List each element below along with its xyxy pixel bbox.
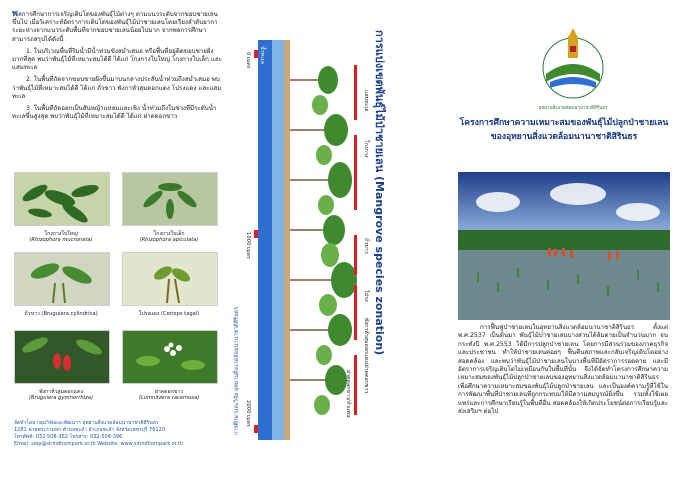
scale-markers (254, 50, 258, 433)
photo-bruguiera-gymnorrhiza (14, 330, 108, 401)
left-panel (0, 0, 230, 478)
contact-block (14, 420, 224, 448)
photo-caption-sci: (Rhizophora mucronata) (29, 237, 93, 244)
body-text (458, 324, 668, 416)
photo-rhizophora-apiculata (122, 172, 216, 243)
photo-caption-name: พังกาหัวสุมดอกแดง (39, 389, 83, 395)
zone-range-bars (354, 65, 357, 415)
contact-org: จัดทำโดย กลุ่มวิจัยและพัฒนาฯ อุทยานสิ่งแวดล้อมนานาชาติสิรินธร (14, 420, 159, 426)
contact-phone: โทรศัพท์: 032-508-352 โทรสาร: 032-508-396 (14, 434, 123, 440)
sea-band (258, 40, 272, 440)
title-line-1: โครงการศึกษาความเหมาะสมของพันธุ์ไม้ปลูกป่าชายเลน (459, 118, 669, 128)
body-paragraph: การฟื้นฟูป่าชายเลนในอุทยานสิ่งแวดล้อมนานาชาติสิรินธร ตั้งแต่ พ.ศ.2537 เป็นต้นมา พันธุ์ไม้ป่าชายเลนบางส่วนได้ล้มตายเป็นจำนวนมาก จนกระทั่งปี พ.ศ.2553 ได้มีการปลูกป่าชายเลน โดยการมีส่วนร่วมของภาคธุรกิจและประชาชน ทำให้ป่าชายเลนค่อยๆ ฟื้นคืนสภาพและกลับเจริญเติบโตอย่างสอดคล้อง และพบว่าพันธุ์ไม้ป่าชายเลนในบางพื้นที่มีอัตราการรอดตาย และมีอัตราการเจริญเติบโตไม่เหมือนกันในพื้นที่นั้น จึงได้จัดทำโครงการศึกษาความเหมาะสมของพันธุ์ไม้ปลูกป่าชายเลนของอุทยานสิ่งแวดล้อมนานาชาติสิรินธร เพื่อศึกษาความเหมาะสมของพันธุ์ไม้ปลูกป่าชายเลน และเป็นองค์ความรู้ที่ใช้ในการพัฒนาพื้นที่ป่าชายเลนที่ถูกกระทบมให้มีความสมบูรณ์ยิ่งขึ้น รวมทั้งใช้เผยแพร่และการศึกษาเรียนรู้ในพื้นที่อื่น สอดคล้องให้เกิดประโยชน์ต่อการเรียนรู้และส่งเสริมฯ ต่อไป (458, 324, 668, 416)
zone-label-bruguiera-gym: พังกาหัวสุมดอกแดง/ฝาดดอกขาว (363, 318, 369, 394)
finding-3: 3. ในพื้นที่ถัดออกเป็นสันหญ้าแหลมและเชิง น้ำท่วมถึงในช่วงที่มีระดับน้ำทะเลขึ้นสูงสุด พบว่าพันธุ์ไม้ที่เหมาะสมได้ดี ได้แก่ ฝาดดอกขาว (12, 105, 217, 121)
leaf-photo-image (122, 172, 218, 226)
zone-label-ceriops: โปรง (363, 290, 369, 302)
scale-0m: 0 เมตร (245, 52, 251, 69)
photo-caption-name: โกงกางใบใหญ่ (44, 231, 78, 237)
finding-2: 2. ในพื้นที่ถัดจากขอบชายฝั่งขึ้นมาบนกลางประสันน้ำท่วมถึงสม่ำเสมอ พบว่าพันธุ์ไม้ที่เหมาะสมได้ดี ได้แก่ ถั่วขาว พังกาหัวสุมดอกแดง โปรงแดง และแสมทะเล (12, 76, 222, 100)
zone-label-avicennia: แสมทะเล (363, 90, 369, 112)
photo-caption-sci: (Lumnitzera racemosa) (138, 395, 200, 402)
water-label: น้ำทะเล (259, 46, 265, 64)
photo-caption-name: โปรงแดง (Ceriops tagal) (138, 311, 200, 317)
zone-label-bruguiera-cyl: ถั่วขาว (363, 238, 369, 254)
photo-lumnitzera-racemosa (122, 330, 216, 401)
photo-caption-name: โกงกางใบเล็ก (153, 231, 185, 237)
photo-caption-name: ฝาดดอกขาว (154, 389, 184, 395)
zone-label-lumnitzera: ฝาดดอกขาว/ลำแพน (345, 370, 351, 418)
flower-photo-image (122, 330, 218, 384)
contact-email-web: Email: siep@sirindhornpark.or.th Website: www.sirindhornpark.or.th (14, 441, 184, 447)
photo-ceriops-tagal (122, 252, 216, 317)
scale-1000m: 1000 เมตร (245, 232, 251, 259)
diagram-credit: การศึกษาและวิจัย อุทยานสิ่งแวดล้อมนานาชาติสิรินธร (234, 306, 240, 435)
document-title (456, 116, 672, 144)
photo-caption-name: ถั่วขาว (Bruguiera cylindrica) (24, 311, 98, 317)
mangrove-trees (290, 66, 357, 418)
photo-caption-sci: (Bruguiera gymnorrhiza) (29, 395, 93, 402)
diagram-title: การแบ่งเขตพันธุ์ไม้ป่าชายเลน (Mangrove species zonation) (373, 30, 386, 356)
park-logo (534, 26, 612, 106)
photo-rhizophora-mucronata (14, 172, 108, 243)
mud-band (284, 40, 290, 440)
leaf-photo-image (14, 252, 110, 306)
leaf-photo-image (14, 172, 110, 226)
flower-photo-image (14, 330, 110, 384)
scale-2000m: 2000 เมตร (245, 400, 251, 427)
leaf-photo-image (122, 252, 218, 306)
zone-label-rhizophora: โกงกาง (363, 140, 369, 158)
planting-photo (458, 172, 670, 320)
photo-caption-sci: (Rhizophora apiculata) (139, 237, 199, 244)
intro-paragraph: พลการศึกษาการเจริญเติบโตของพันธุ์ไม้ต่างๆ ตามแนวระดับจากขอบชายเลนขึ้นไป เมื่อวิเคราะห์อัตราการเติบโตของพันธุ์ไม้ป่าชายเลนโดยเรียงลำดับอาการะยะห่างจากแนวระดับพื้นที่จากขอบชายเลนน้อยไปมาก จากพลการศึกษาสามารถสรุปได้ดังนี้ (12, 9, 218, 43)
intro-text (12, 10, 222, 125)
title-line-2: ของอุทยานสิ่งแวดล้อมนานาชาติสิรินธร (490, 132, 638, 142)
logo-caption: อุทยานสิ่งแวดล้อมนานาชาติสิรินธร (538, 106, 608, 111)
photo-bruguiera-cylindrica (14, 252, 108, 317)
finding-1: 1. ในบริเวณพื้นที่ริมน้ำมีน้ำท่วมขังสม่ำเสมอ หรือพื้นที่อยู่ติดขอบชายฝั่งมากที่สุด พบว่าพันธุ์ไม้ที่เหมาะสมได้ดี ได้แก่ โกงกางใบใหญ่ โกงกางใบเล็ก และแสมทะเล (12, 47, 222, 72)
contact-address: 1281 ค่ายพระรามหก ตำบลชะอำ อำเภอชะอำ จังหวัดเพชรบุรี 76120 (14, 427, 165, 433)
shallow-band (272, 40, 284, 440)
